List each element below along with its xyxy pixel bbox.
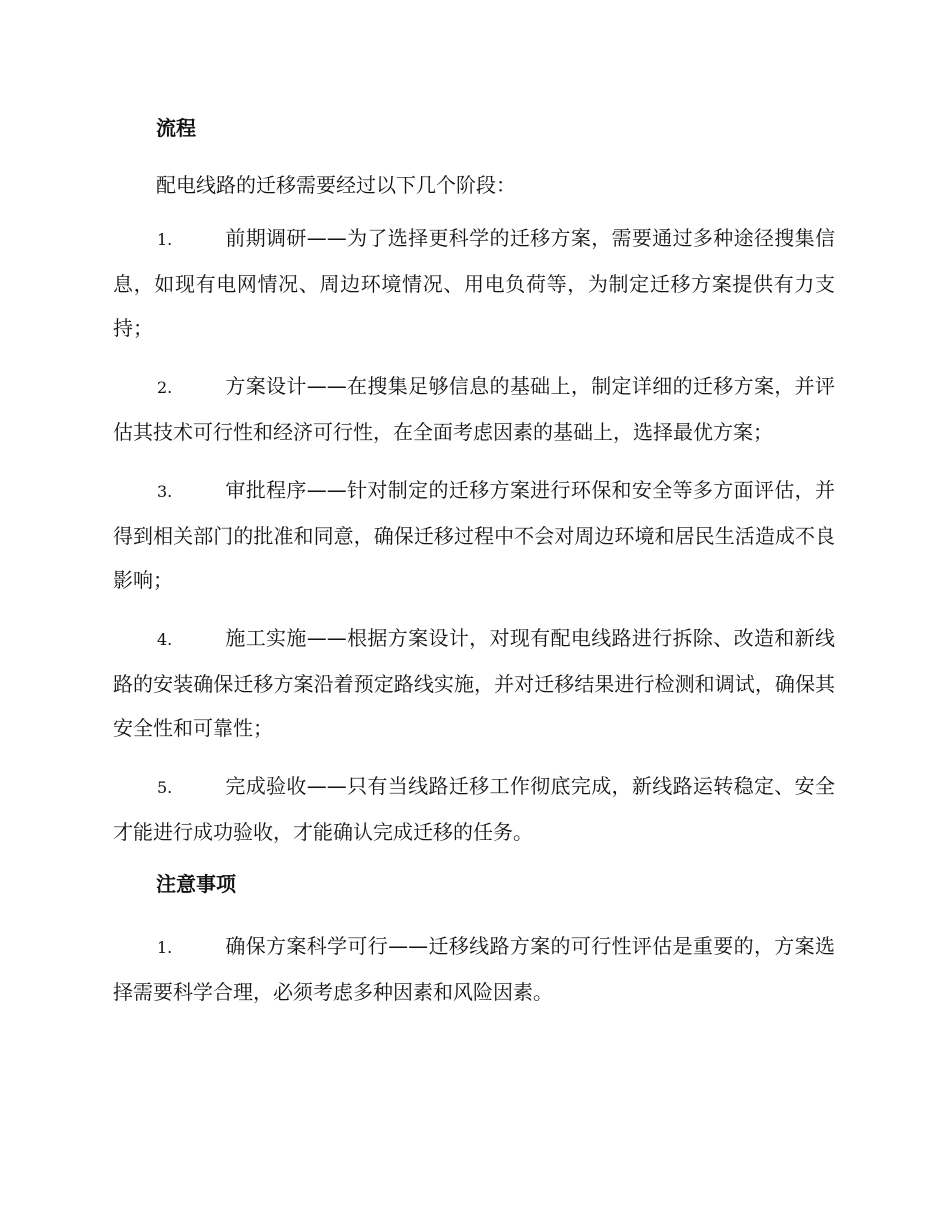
list-item-text: 审批程序——针对制定的迁移方案进行环保和安全等多方面评估，并得到相关部门的批准和同意，确保迁移过程中不会对周边环境和居民生活造成不良影响； <box>113 478 835 592</box>
list-item <box>113 364 835 454</box>
list-item-number: 5. <box>157 778 173 797</box>
list-item-text: 确保方案科学可行——迁移线路方案的可行性评估是重要的，方案选择需要科学合理，必须考虑多种因素和风险因素。 <box>113 934 835 1004</box>
notes-list <box>113 924 835 1014</box>
list-item-number: 3. <box>157 482 173 501</box>
list-item <box>113 764 835 854</box>
list-item-text: 方案设计——在搜集足够信息的基础上，制定详细的迁移方案，并评估其技术可行性和经济可行性，在全面考虑因素的基础上，选择最优方案； <box>113 374 835 444</box>
process-intro: 配电线路的迁移需要经过以下几个阶段： <box>156 173 516 197</box>
section-title-process: 流程 <box>156 116 196 140</box>
list-item-number: 1. <box>157 938 173 957</box>
list-item-text: 前期调研——为了选择更科学的迁移方案，需要通过多种途径搜集信息，如现有电网情况、周边环境情况、用电负荷等，为制定迁移方案提供有力支持； <box>113 226 835 340</box>
list-item <box>113 468 835 602</box>
list-item-number: 4. <box>157 630 173 649</box>
list-item <box>113 616 835 750</box>
list-item <box>113 924 835 1014</box>
list-item-number: 2. <box>157 378 173 397</box>
process-list <box>113 216 835 854</box>
section-title-notes: 注意事项 <box>156 872 236 896</box>
list-item <box>113 216 835 350</box>
list-item-text: 完成验收——只有当线路迁移工作彻底完成，新线路运转稳定、安全才能进行成功验收，才能确认完成迁移的任务。 <box>113 774 835 844</box>
list-item-text: 施工实施——根据方案设计，对现有配电线路进行拆除、改造和新线路的安装确保迁移方案沿着预定路线实施，并对迁移结果进行检测和调试，确保其安全性和可靠性； <box>113 626 835 740</box>
list-item-number: 1. <box>157 230 173 249</box>
